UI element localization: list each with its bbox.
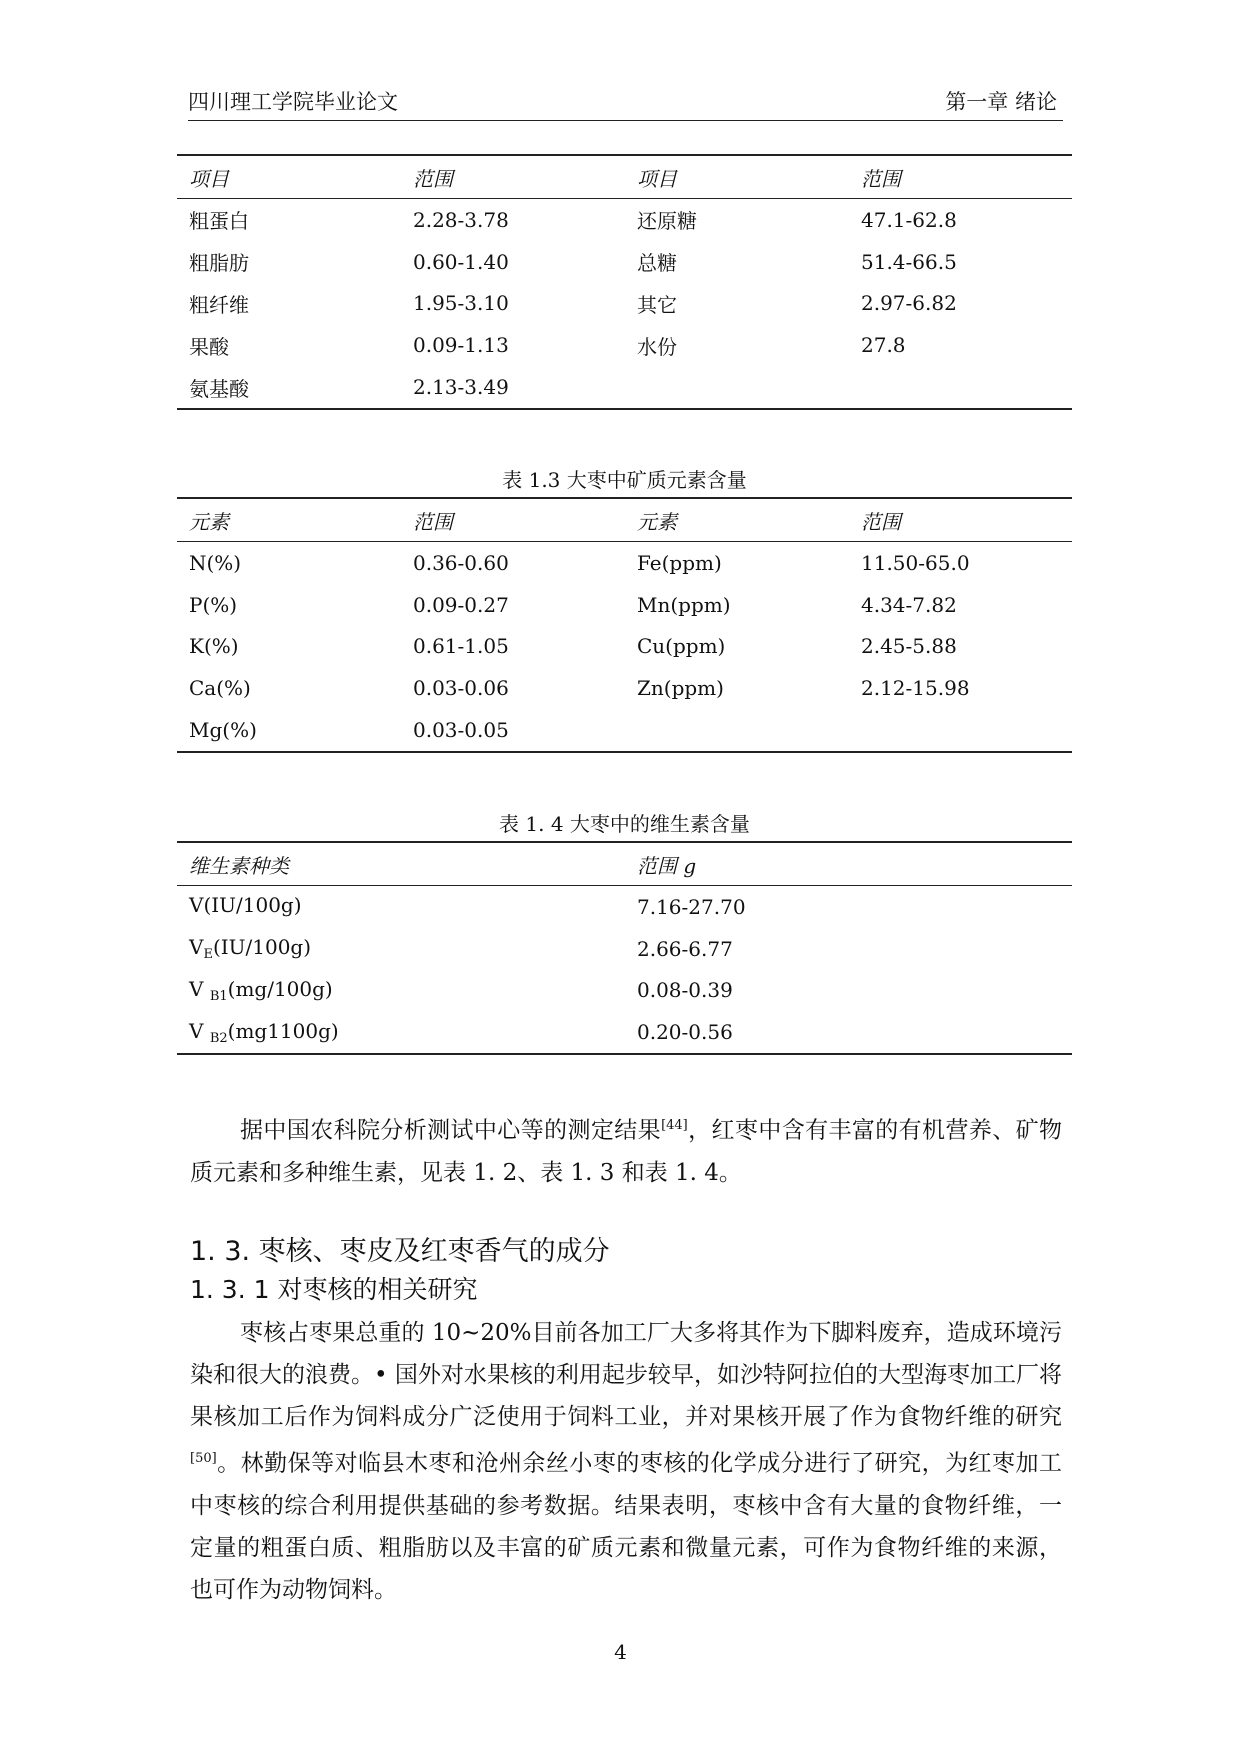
table-header-cell: 范围 (401, 498, 625, 542)
table-cell: Mg(%) (177, 709, 401, 752)
table-row (177, 199, 1072, 241)
body-paragraph: 据中国农科院分析测试中心等的测定结果[44]，红枣中含有丰富的有机营养、矿物质元素和多种维生素，见表 1. 2、表 1. 3 和表 1. 4。 (190, 1117, 1063, 1186)
table-header-cell: 范围 g (625, 842, 1072, 886)
table-cell: 0.61-1.05 (413, 634, 509, 659)
table-cell: 4.34-7.82 (861, 592, 957, 617)
table-cell: Cu(ppm) (637, 634, 726, 659)
table-row (177, 928, 1072, 970)
table-cell: V $_{B2}$(mg1100g) (177, 1011, 625, 1054)
table-cell: 0.03-0.06 (413, 676, 509, 701)
table-cell: 2.66-6.77 (637, 936, 733, 961)
table-row (177, 283, 1072, 325)
table-cell: 0.36-0.60 (413, 550, 509, 575)
table-cell: Fe(ppm) (637, 550, 722, 575)
page-header (188, 86, 1063, 121)
table-row (177, 366, 1072, 409)
table-row (177, 709, 1072, 752)
table-cell: V(IU/100g) (189, 893, 302, 918)
table-cell: 还原糖 (637, 209, 697, 234)
table-cell: 0.09-1.13 (413, 333, 509, 358)
table-cell: 总糖 (637, 251, 677, 276)
table-cell: 2.28-3.78 (413, 207, 509, 232)
table-row (177, 970, 1072, 1012)
table-header-cell: 元素 (625, 498, 849, 542)
table-cell: Zn(ppm) (637, 676, 724, 701)
table-cell: Ca(%) (189, 676, 251, 701)
table-caption: 表 1.3 大枣中矿质元素含量 (502, 468, 747, 492)
section-heading: 1. 3. 枣核、枣皮及红枣香气的成分 (190, 1236, 610, 1267)
table-cell: 2.45-5.88 (861, 634, 957, 659)
table-cell: 粗蛋白 (189, 209, 249, 234)
table-row (177, 584, 1072, 626)
table-cell (849, 709, 1072, 752)
table-cell: 果酸 (189, 334, 229, 359)
table-header-cell: 维生素种类 (177, 842, 625, 886)
mineral-table (177, 497, 1072, 753)
citation: [50] (190, 1451, 217, 1466)
table-cell: K(%) (189, 634, 239, 659)
nutrient-table (177, 154, 1072, 410)
table-cell: P(%) (189, 592, 238, 617)
subsection-heading: 1. 3. 1 对枣核的相关研究 (190, 1275, 478, 1304)
header-school: 四川理工学院毕业论文 (188, 90, 398, 114)
table-header-cell: 项目 (177, 155, 401, 199)
table-cell: 2.97-6.82 (861, 291, 957, 316)
table-cell: 51.4-66.5 (861, 249, 957, 274)
table-cell (625, 366, 849, 409)
table-cell: 其它 (637, 292, 677, 317)
table-cell (849, 366, 1072, 409)
table-cell: 粗纤维 (189, 292, 249, 317)
table-cell: 7.16-27.70 (637, 894, 746, 919)
table-cell: $V_E(IU/100g)$ (189, 935, 312, 963)
table-cell: 氨基酸 (177, 366, 401, 409)
table-cell: 47.1-62.8 (861, 207, 957, 232)
page-number: 4 (614, 1640, 627, 1664)
table-cell: V $_{B1}$(mg/100g) (189, 976, 333, 1004)
table-row (177, 1011, 1072, 1054)
table-cell: 2.12-15.98 (861, 676, 970, 701)
citation: [44] (661, 1118, 688, 1133)
table-cell (625, 709, 849, 752)
table-cell: 0.60-1.40 (413, 249, 509, 274)
table-cell: 0.03-0.05 (401, 709, 625, 752)
table-caption: 表 1. 4 大枣中的维生素含量 (499, 812, 750, 836)
table-row (177, 324, 1072, 366)
table-header-cell: 范围 (849, 155, 1072, 199)
table-row (177, 667, 1072, 709)
table-cell: 粗脂肪 (189, 251, 249, 276)
table-header-row (177, 155, 1072, 199)
table-cell: Mn(ppm) (637, 592, 731, 617)
table-cell: 27.8 (861, 333, 906, 358)
vitamin-table (177, 841, 1072, 1055)
table-row (177, 542, 1072, 584)
table-header-row (177, 842, 1072, 886)
table-header-cell: 范围 (401, 155, 625, 199)
body-paragraph: 枣核占枣果总重的 10~20%目前各加工厂大多将其作为下脚料废弃，造成环境污染和很大的浪费。• 国外对水果核的利用起步较早，如沙特阿拉伯的大型海枣加工厂将果核加工后作为饲料成分广泛使用于饲料工业，并对果核开展了作为食物纤维的研究[50]。林勤保等对临县木枣和沧州余丝小枣的枣核的化学成分进行了研究，为红枣加工中枣核的综合利用提供基础的参考数据。结果表明，枣核中含有大量的食物纤维，一定量的粗蛋白质、粗脂肪以及丰富的矿质元素和微量元素，可作为食物纤维的来源，也可作为动物饲料。 (190, 1320, 1062, 1603)
table-cell: 0.08-0.39 (637, 978, 733, 1003)
table-row (177, 241, 1072, 283)
table-header-row (177, 498, 1072, 542)
table-cell: 11.50-65.0 (861, 550, 970, 575)
table-cell: 1.95-3.10 (413, 291, 509, 316)
table-row (177, 886, 1072, 928)
table-header-cell: 范围 (849, 498, 1072, 542)
table-cell: N(%) (189, 550, 242, 575)
table-row (177, 626, 1072, 668)
table-cell: 0.09-0.27 (413, 592, 509, 617)
table-header-cell: 元素 (177, 498, 401, 542)
header-chapter: 第一章 绪论 (945, 90, 1057, 114)
table-cell: 0.20-0.56 (625, 1011, 1072, 1054)
table-cell: 2.13-3.49 (401, 366, 625, 409)
table-header-cell: 项目 (625, 155, 849, 199)
table-cell: 水份 (637, 334, 677, 359)
